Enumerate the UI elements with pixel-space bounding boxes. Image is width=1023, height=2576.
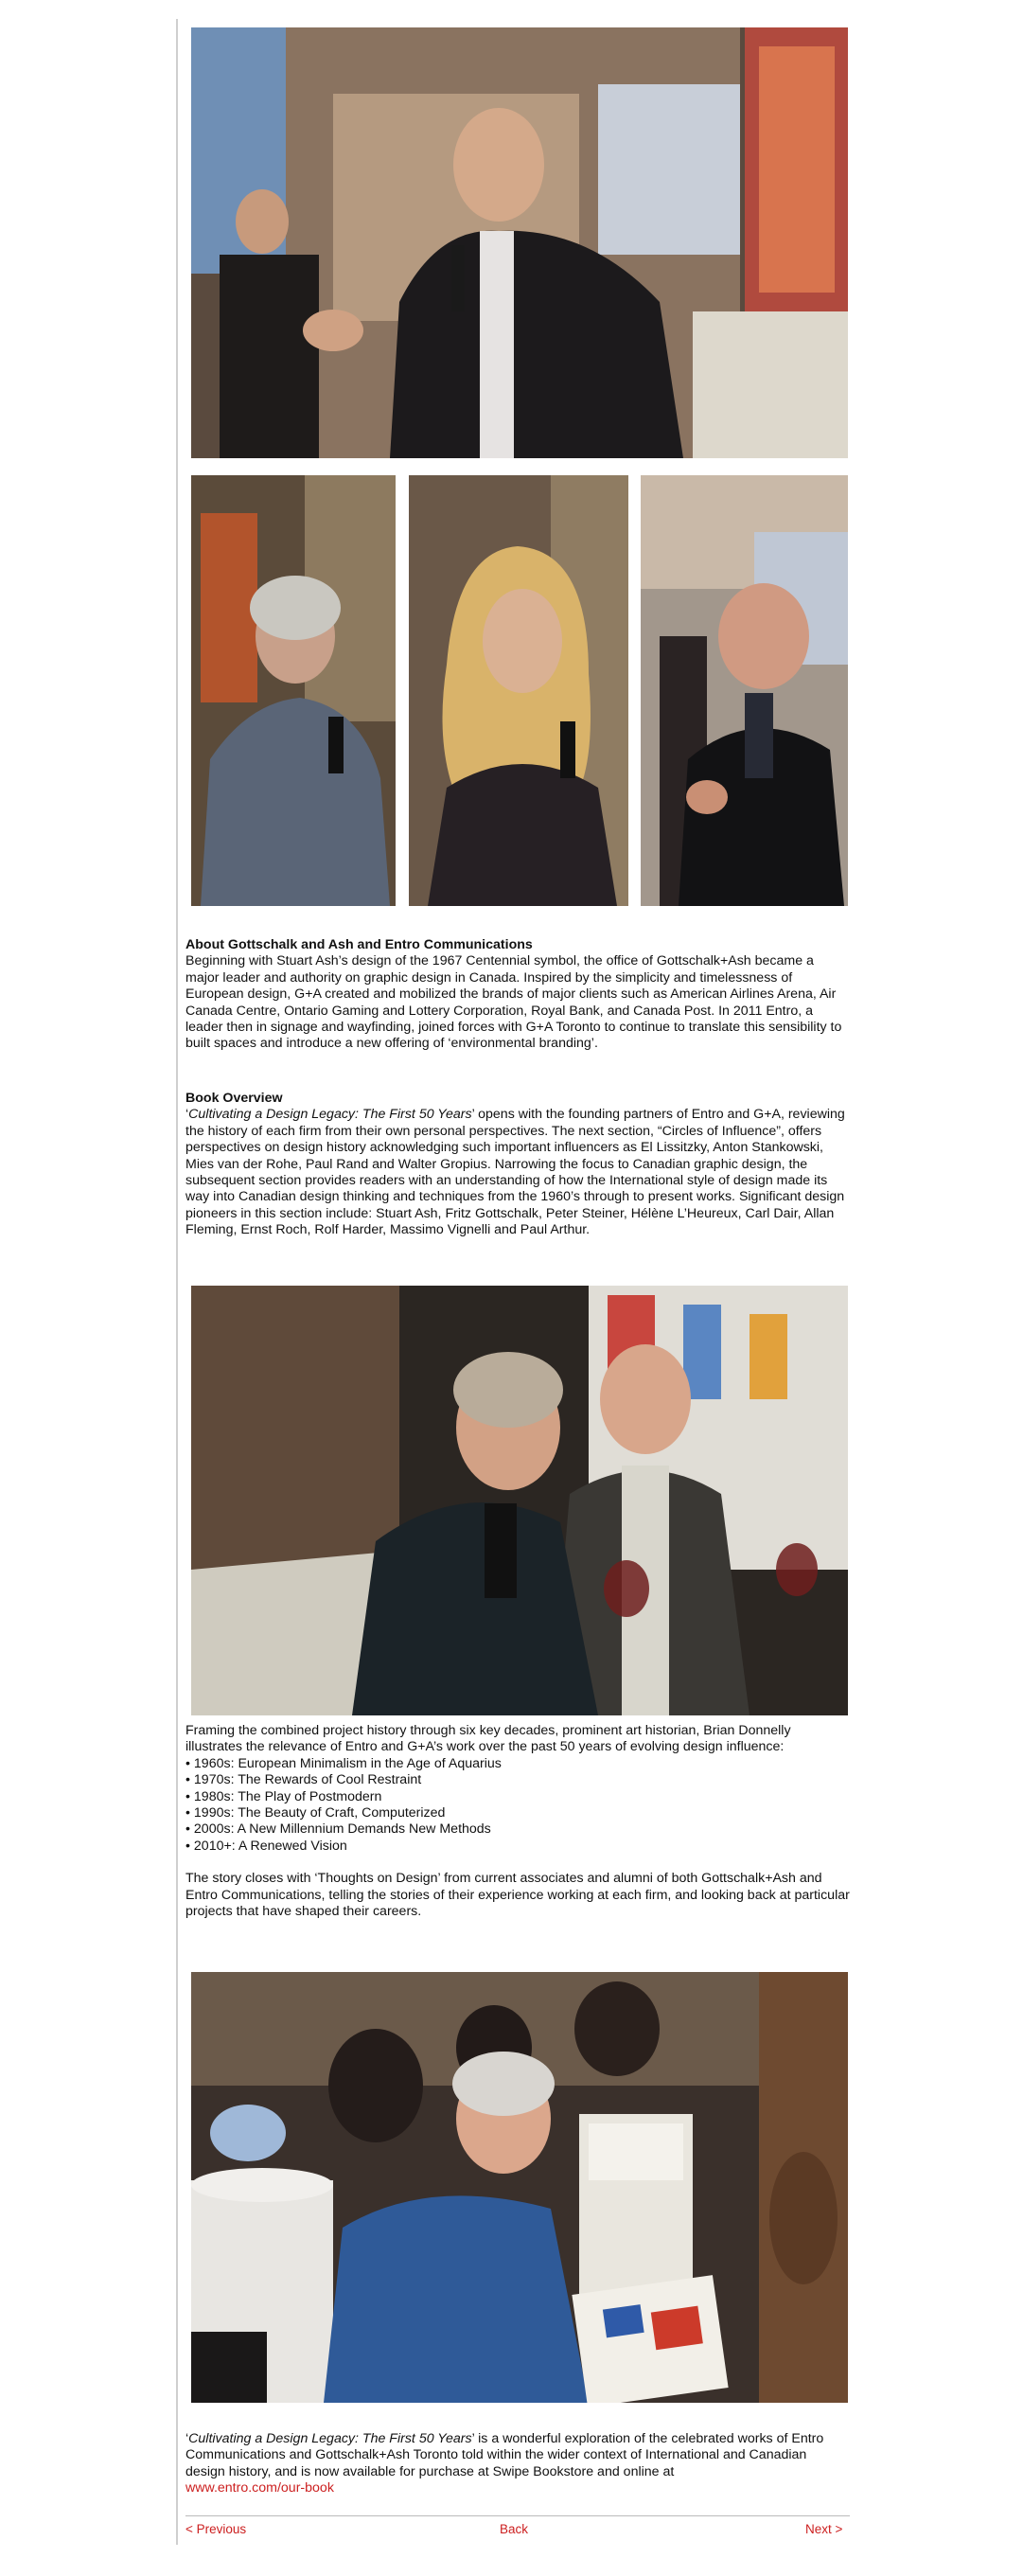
book-link[interactable]: www.entro.com/our-book xyxy=(185,2480,334,2496)
footer-text: ’ is a wonderful exploration of the celebrated works of Entro Communications and Gottschalk+Ash Toronto told within the wider context of International and Canadian design history, and is now available for purchase at Swipe Bookstore and online at xyxy=(185,2431,824,2479)
decades-section xyxy=(185,1723,850,1920)
decades-intro: Framing the combined project history through six key decades, prominent art historian, Brian Donnelly illustrates the relevance of Entro and G+A’s work over the past 50 years of evolving design influence: xyxy=(185,1723,791,1755)
photo-speaker-center xyxy=(409,475,628,906)
left-divider-line xyxy=(176,19,178,2545)
previous-link[interactable]: < Previous xyxy=(185,2522,247,2536)
overview-heading: Book Overview xyxy=(185,1091,283,1106)
decades-list xyxy=(185,1756,850,1855)
about-body: Beginning with Stuart Ash’s design of the 1967 Centennial symbol, the office of Gottschalk+Ash became a major leader and authority on graphic design in Canada. Inspired by the simplicity and timelessness of European design, G+A created and mobilized the brands of major clients such as American Airlines Arena, Air Canada Centre, Ontario Gaming and Lottery Corporation, Royal Bank, and Canada Post. In 2011 Entro, a leader then in signage and wayfinding, joined forces with G+A Toronto to continue to translate this sensibility to built spaces and introduce a new offering of ‘environmental branding’. xyxy=(185,953,842,1052)
list-item: • 1960s: European Minimalism in the Age of Aquarius xyxy=(185,1756,850,1772)
footer-body xyxy=(185,2431,850,2497)
about-section xyxy=(185,937,850,1053)
about-heading: About Gottschalk and Ash and Entro Communications xyxy=(185,937,533,952)
photo-speaker-right xyxy=(641,475,848,906)
photo-guest-with-book xyxy=(191,1972,848,2403)
next-link[interactable]: Next > xyxy=(805,2522,843,2536)
list-item: • 1990s: The Beauty of Craft, Computerized xyxy=(185,1805,850,1821)
list-item: • 2000s: A New Millennium Demands New Methods xyxy=(185,1821,850,1838)
photo-speaker-top xyxy=(191,27,848,458)
book-title: Cultivating a Design Legacy: The First 50 Years xyxy=(188,1107,472,1123)
photo-speaker-left xyxy=(191,475,396,906)
overview-body xyxy=(185,1107,850,1238)
footer-quote-open: ‘ xyxy=(185,2431,189,2446)
back-link[interactable]: Back xyxy=(500,2522,529,2536)
overview-section xyxy=(185,1091,850,1239)
footer-section xyxy=(185,2431,850,2497)
overview-quote-open: ‘ xyxy=(185,1107,189,1123)
decades-closing: The story closes with ‘Thoughts on Design’ from current associates and alumni of both Gottschalk+Ash and Entro Communications, telling the stories of their experience working at each firm, and looking back at particular projects that have shaped their careers. xyxy=(185,1871,850,1920)
footer-book-title: Cultivating a Design Legacy: The First 50 Years xyxy=(188,2431,472,2446)
photo-two-men xyxy=(191,1286,848,1715)
list-item: • 1980s: The Play of Postmodern xyxy=(185,1789,850,1805)
nav-divider xyxy=(185,2515,850,2516)
overview-text: ’ opens with the founding partners of Entro and G+A, reviewing the history of each firm from their own personal perspectives. The next section, “Circles of Influence”, offers perspectives on design history acknowledging such important influencers as El Lissitzky, Anton Stankowski, Mies van der Rohe, Paul Rand and Walter Gropius. Narrowing the focus to Canadian graphic design, the subsequent section provides readers with an understanding of how the International style of design made its way into Canadian design thinking and techniques from the 1960’s through to present works. Significant design pioneers in this section include: Stuart Ash, Fritz Gottschalk, Peter Steiner, Hélène L’Heureux, Carl Dair, Allan Fleming, Ernst Roch, Rolf Harder, Massimo Vignelli and Paul Arthur. xyxy=(185,1107,845,1238)
list-item: • 2010+: A Renewed Vision xyxy=(185,1839,850,1855)
list-item: • 1970s: The Rewards of Cool Restraint xyxy=(185,1772,850,1788)
